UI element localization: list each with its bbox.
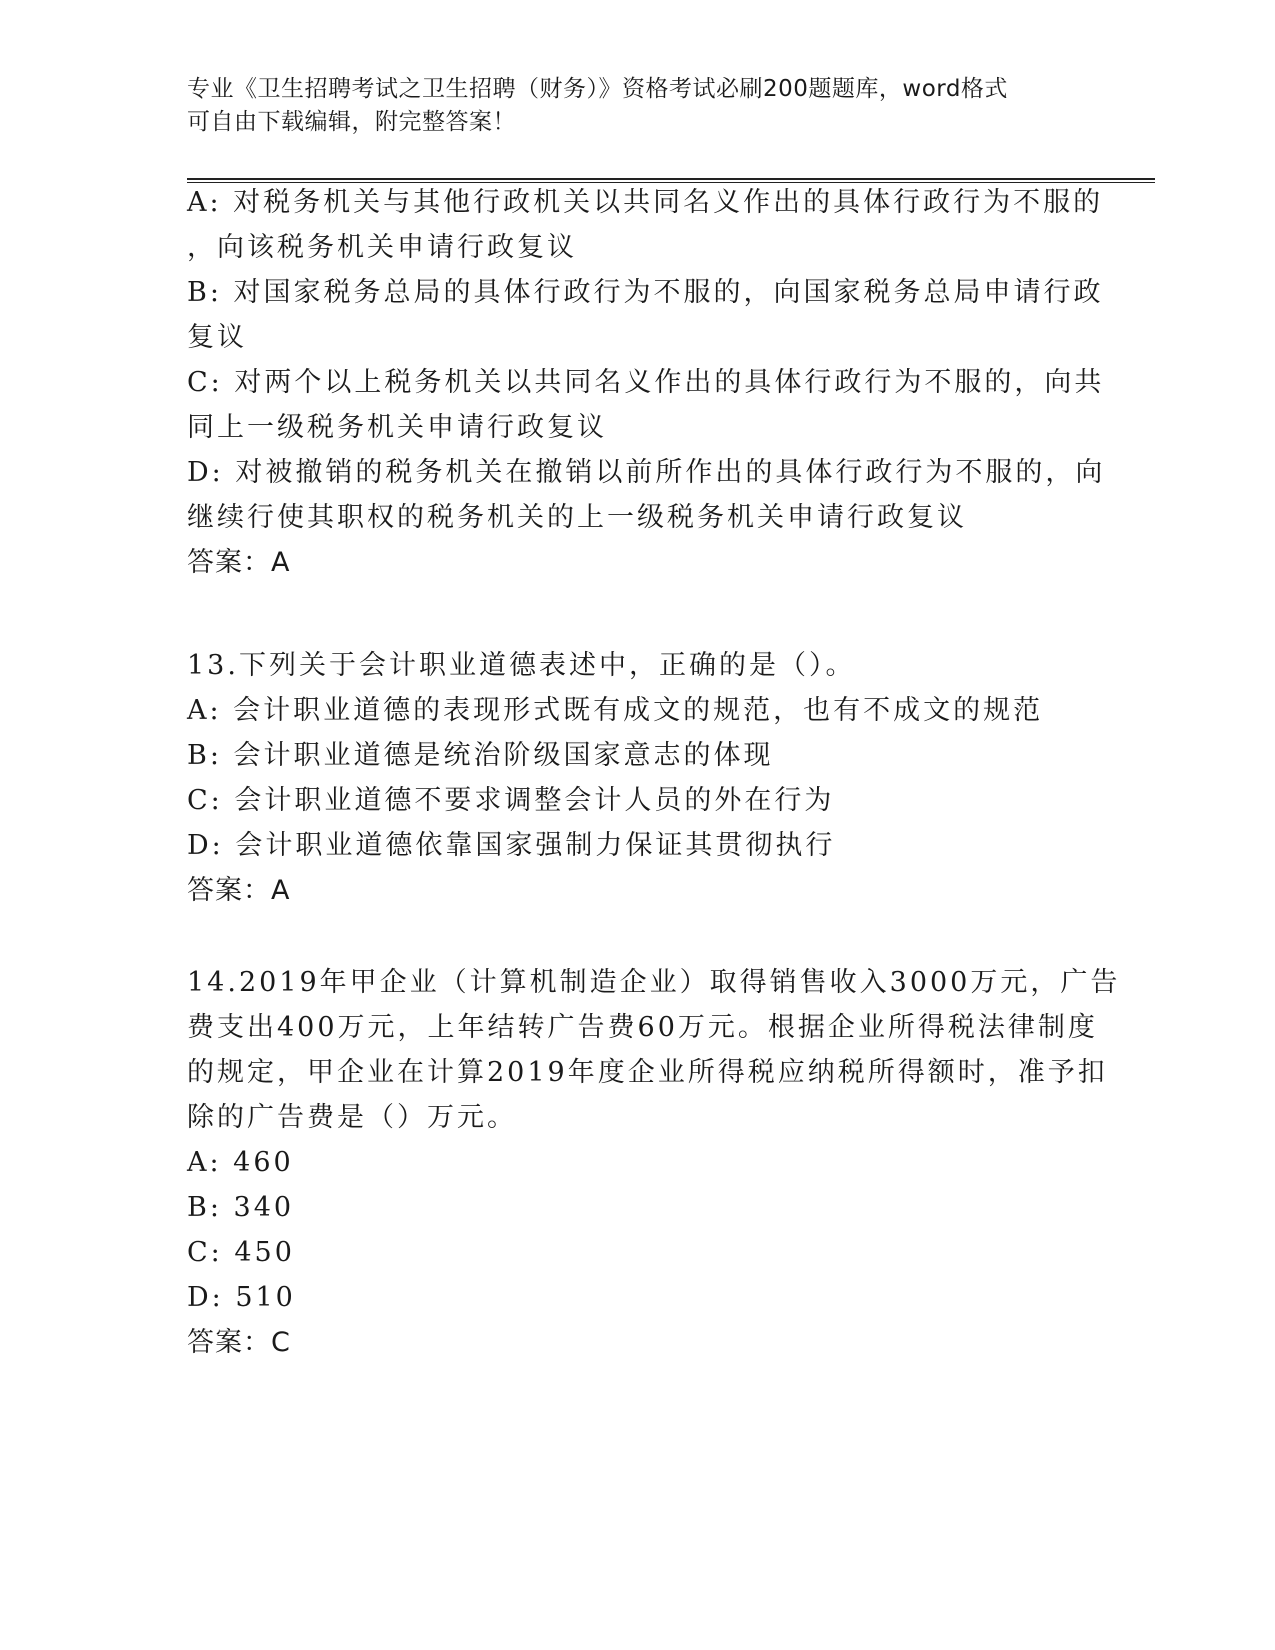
q12-option-d-cont: 继续行使其职权的税务机关的上一级税务机关申请行政复议 [187,502,967,533]
q12-option-b: B: 对国家税务总局的具体行政行为不服的，向国家税务总局申请行政 [187,277,1104,308]
q12-answer: 答案：A [187,547,291,578]
q12-option-a: A: 对税务机关与其他行政机关以共同名义作出的具体行政行为不服的 [187,187,1104,218]
q13-option-a: A: 会计职业道德的表现形式既有成文的规范，也有不成文的规范 [187,695,1044,726]
question-14 [187,960,1121,1365]
q14-option-b: B: 340 [187,1192,295,1223]
q12-option-a-cont: ，向该税务机关申请行政复议 [187,232,577,263]
header-title-line-1: 专业《卫生招聘考试之卫生招聘（财务）》资格考试必刷200题题库，word格式 [187,76,1008,102]
q14-option-d: D: 510 [187,1282,296,1313]
q12-option-d: D: 对被撤销的税务机关在撤销以前所作出的具体行政行为不服的，向 [187,457,1106,488]
q13-answer: 答案：A [187,875,291,906]
q13-question: 13.下列关于会计职业道德表述中，正确的是（）。 [187,650,856,681]
document-header [187,73,1087,139]
q13-option-b: B: 会计职业道德是统治阶级国家意志的体现 [187,740,774,771]
q12-option-c: C: 对两个以上税务机关以共同名义作出的具体行政行为不服的，向共 [187,367,1105,398]
q14-question-line-4: 除的广告费是（）万元。 [187,1102,517,1133]
q14-question-line-1: 14.2019年甲企业（计算机制造企业）取得销售收入3000万元，广告 [187,967,1121,998]
question-12 [187,180,1106,585]
q13-option-c: C: 会计职业道德不要求调整会计人员的外在行为 [187,785,835,816]
q14-option-c: C: 450 [187,1237,295,1268]
question-13 [187,643,1087,913]
q12-option-c-cont: 同上一级税务机关申请行政复议 [187,412,607,443]
q14-question-line-2: 费支出400万元，上年结转广告费60万元。根据企业所得税法律制度 [187,1012,1098,1043]
q14-question-line-3: 的规定，甲企业在计算2019年度企业所得税应纳税所得额时，准予扣 [187,1057,1108,1088]
q14-answer: 答案：C [187,1327,291,1358]
q14-option-a: A: 460 [187,1147,294,1178]
q13-option-d: D: 会计职业道德依靠国家强制力保证其贯彻执行 [187,830,836,861]
header-title-line-2: 可自由下载编辑，附完整答案！ [187,109,516,135]
q12-option-b-cont: 复议 [187,322,247,353]
